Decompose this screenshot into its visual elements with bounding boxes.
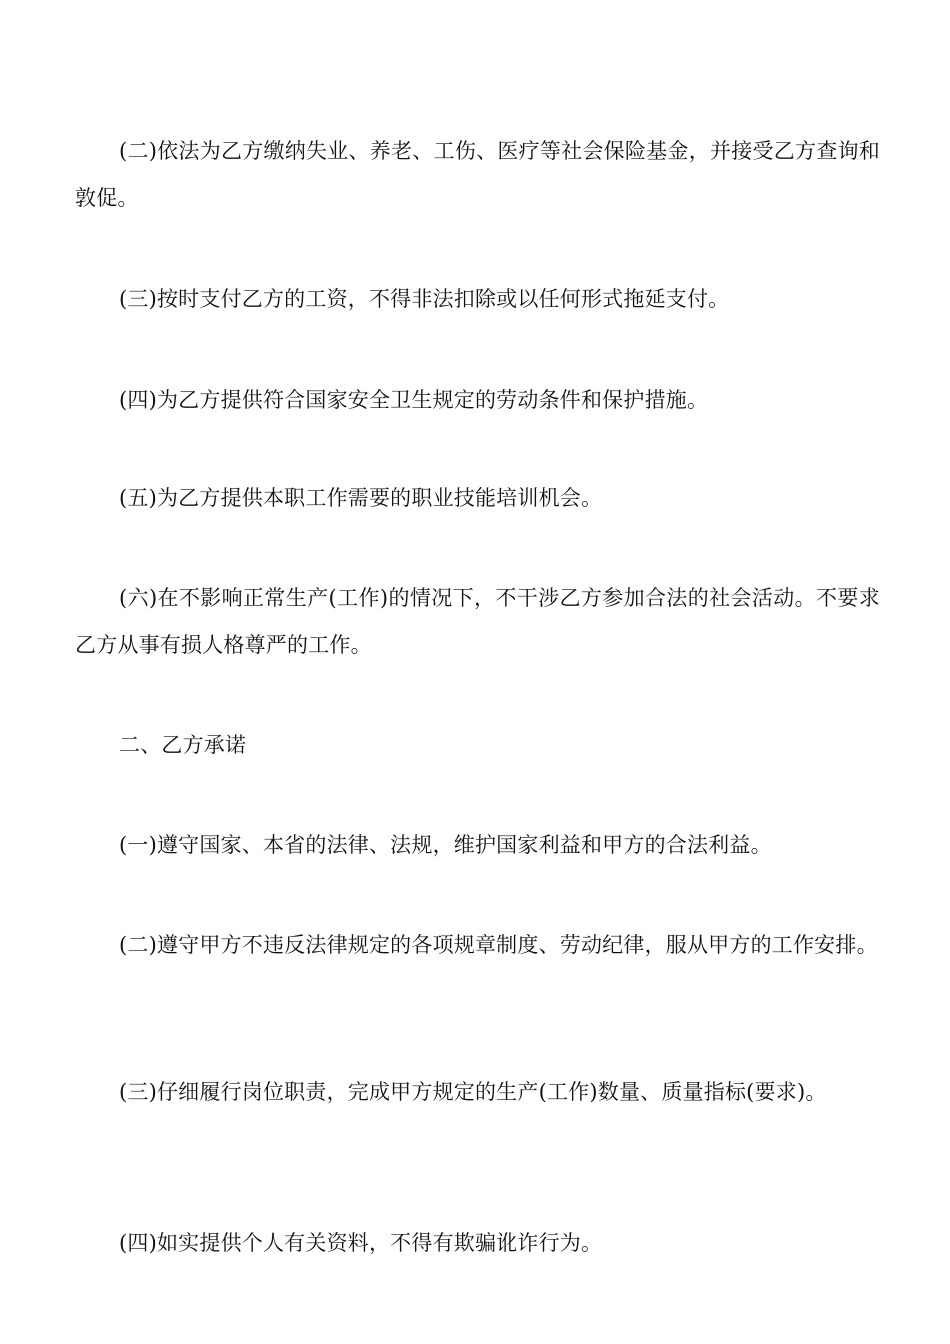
clause-paragraph: (五)为乙方提供本职工作需要的职业技能培训机会。 [119, 486, 603, 510]
clause-paragraph: (三)仔细履行岗位职责，完成甲方规定的生产(工作)数量、质量指标(要求)。 [119, 1080, 827, 1104]
clause-paragraph: (二)依法为乙方缴纳失业、养老、工伤、医疗等社会保险基金，并接受乙方查询和敦促。 [75, 139, 880, 210]
clause-paragraph: (四)为乙方提供符合国家安全卫生规定的劳动条件和保护措施。 [119, 388, 709, 412]
clause-paragraph: (三)按时支付乙方的工资，不得非法扣除或以任何形式拖延支付。 [119, 287, 730, 311]
clause-paragraph: (四)如实提供个人有关资料，不得有欺骗讹诈行为。 [119, 1231, 603, 1255]
clause-paragraph: (六)在不影响正常生产(工作)的情况下，不干涉乙方参加合法的社会活动。不要求乙方从事有损人格尊严的工作。 [75, 586, 880, 657]
clause-paragraph: (一)遵守国家、本省的法律、法规，维护国家利益和甲方的合法利益。 [119, 833, 772, 857]
clause-paragraph: (二)遵守甲方不违反法律规定的各项规章制度、劳动纪律，服从甲方的工作安排。 [119, 933, 878, 957]
section-heading: 二、乙方承诺 [119, 733, 247, 757]
